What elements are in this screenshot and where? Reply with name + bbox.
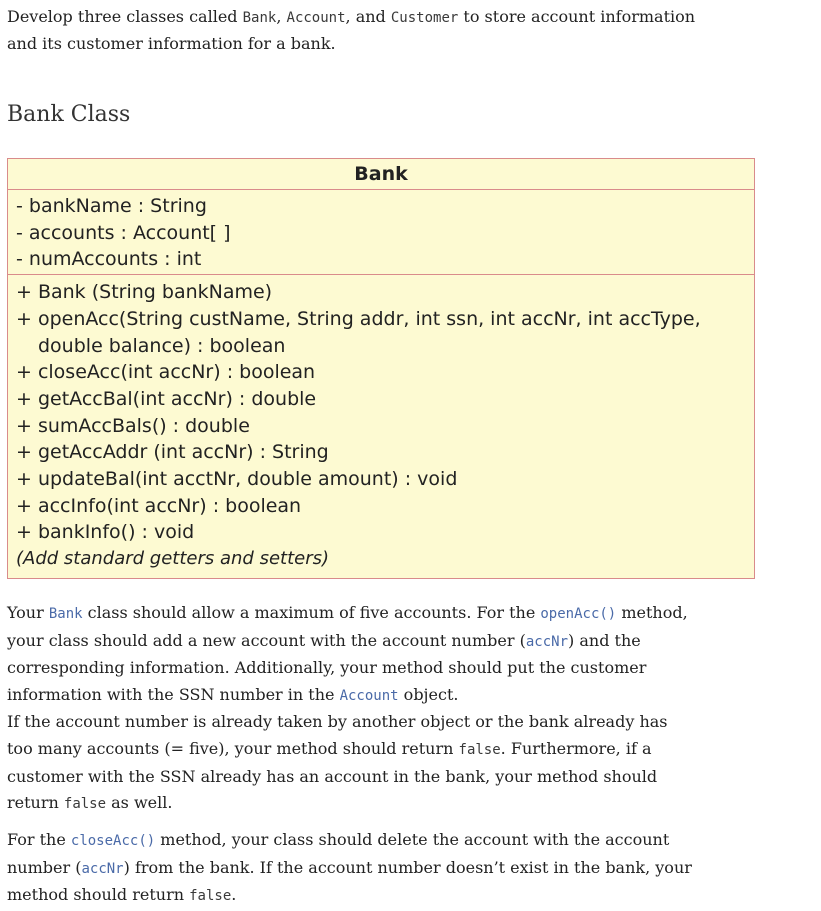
uml-method: + bankInfo() : void [16, 521, 195, 544]
closeacc-code: closeAcc() [70, 833, 156, 849]
intro-text: , [276, 7, 287, 26]
uml-method: + Bank (String bankName) [16, 281, 273, 304]
para-text: ) and the corresponding information. Additionally, your method should put the customer information with the SSN number in the [7, 630, 647, 704]
para-text: as well. [106, 793, 173, 813]
intro-text: Develop three classes called [7, 7, 243, 26]
uml-methods [8, 275, 754, 578]
para-text: For the [7, 830, 71, 849]
uml-method: + accInfo(int accNr) : boolean [16, 494, 302, 517]
intro-paragraph [7, 4, 707, 57]
uml-method: + sumAccBals() : double [16, 414, 250, 437]
uml-method-continuation: double balance) : boolean [38, 334, 286, 357]
bank-class-code: Bank [242, 10, 277, 26]
uml-attribute: - accounts : Account[ ] [16, 221, 231, 244]
false-code: false [63, 796, 107, 813]
uml-method: + getAccBal(int accNr) : double [16, 387, 317, 410]
uml-attributes [8, 190, 754, 275]
accnr-code: accNr [525, 633, 569, 650]
uml-attribute: - numAccounts : int [16, 248, 202, 271]
uml-note: (Add standard getters and setters) [16, 548, 330, 570]
closeacc-paragraph [7, 827, 697, 910]
openacc-code: openAcc() [540, 606, 617, 622]
account-class-code: Account [286, 10, 346, 26]
uml-method: + updateBal(int acctNr, double amount) : void [16, 468, 458, 491]
para-text: If the account number is already taken by another object or the bank already has too many accounts (= five), your method should return [7, 712, 668, 758]
para-text: class should allow a maximum of five accounts. For the [82, 603, 541, 622]
para-text: method, your class should delete the account with the account number ( [7, 830, 670, 877]
para-text: . Furthermore, if a customer with the SSN already has an account in the bank, your method should return [7, 738, 658, 813]
para-text: method, your class should add a new account with the account number ( [7, 603, 688, 650]
uml-class-diagram [7, 158, 755, 579]
para-text: Your [7, 603, 49, 622]
uml-attribute: - bankName : String [16, 195, 207, 217]
para-text: . [231, 885, 237, 905]
uml-method: + getAccAddr (int accNr) : String [16, 441, 329, 464]
account-code: Account [339, 687, 399, 704]
false-code: false [458, 741, 501, 758]
bank-code: Bank [48, 606, 83, 622]
uml-method: + closeAcc(int accNr) : boolean [16, 361, 316, 384]
para-text: object. [398, 684, 459, 704]
accnr-code: accNr [81, 860, 124, 877]
customer-class-code: Customer [390, 10, 459, 26]
intro-text: to store account information and its customer information for a bank. [7, 7, 696, 53]
bank-requirements-paragraph [7, 600, 697, 818]
intro-text: , and [345, 7, 391, 26]
section-title: Bank Class [7, 102, 131, 127]
uml-method: + openAcc(String custName, String addr, int ssn, int accNr, int accType, [16, 307, 701, 330]
uml-class-name: Bank [8, 159, 754, 190]
false-code: false [189, 888, 232, 905]
para-text: ) from the bank. If the account number doesn’t exist in the bank, your method should return [7, 857, 692, 905]
